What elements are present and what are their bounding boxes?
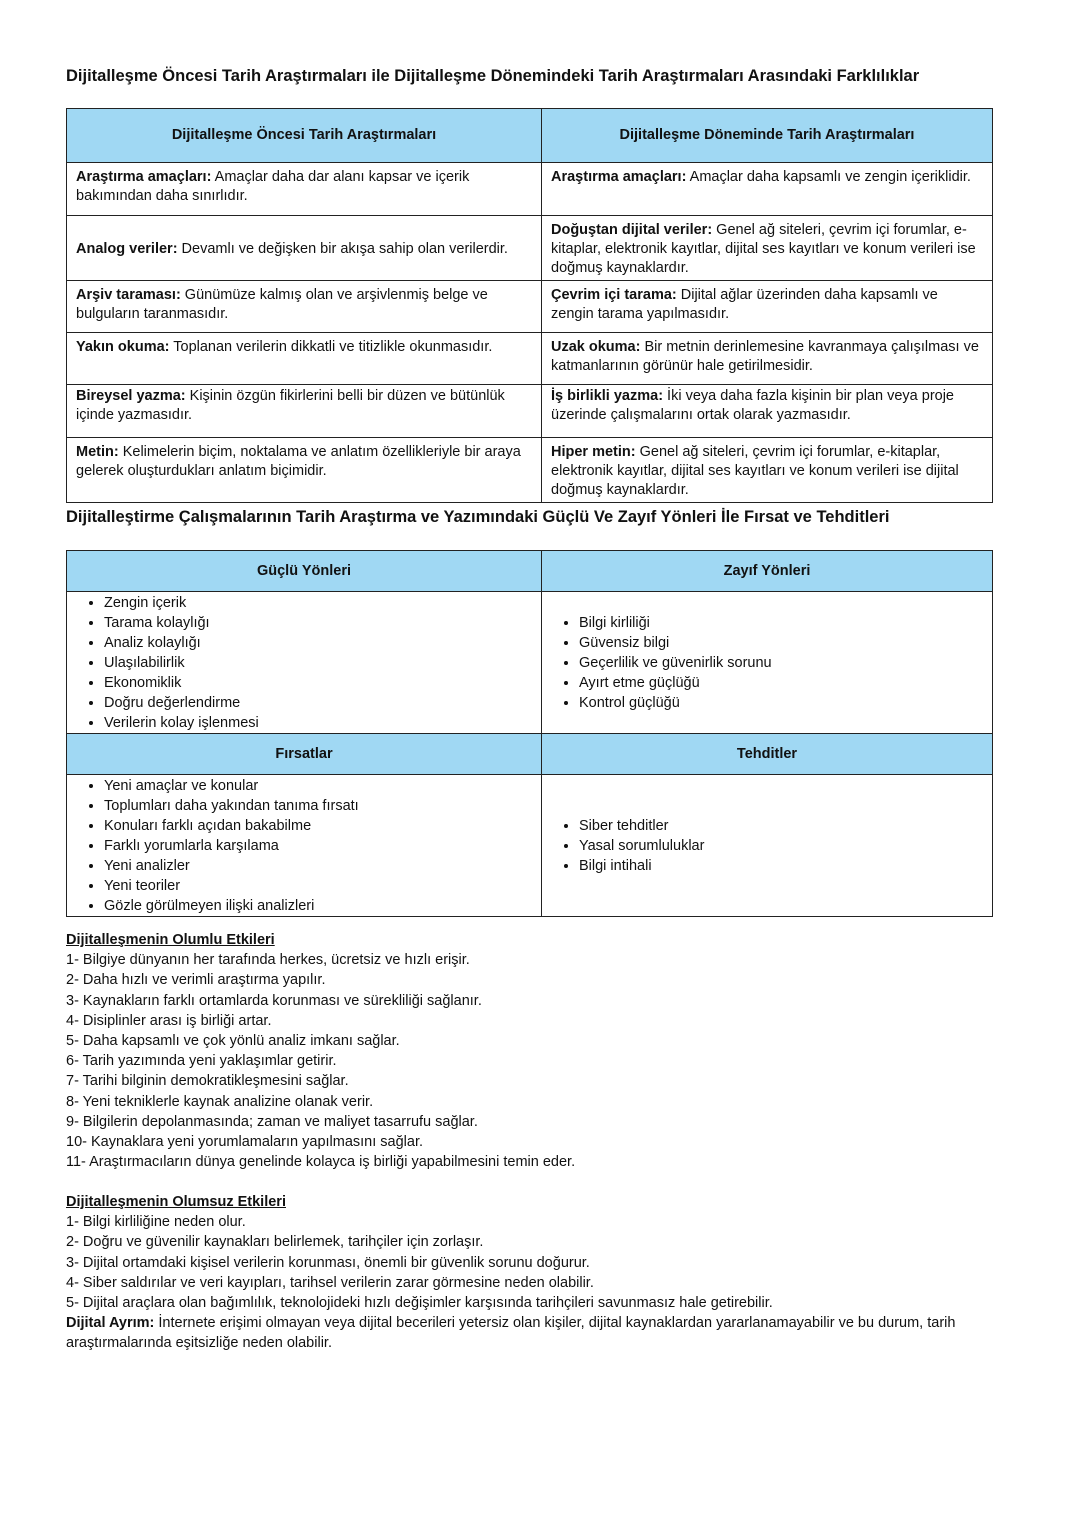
list-item: • Toplumları daha yakından tanıma fırsatı: [104, 796, 541, 816]
list-item: • Bilgi kirliliği: [579, 613, 992, 633]
swot-table: [66, 550, 993, 917]
list-item: 3- Kaynakların farklı ortamlarda korunması ve sürekliliği sağlanır.: [66, 992, 482, 1009]
header-weaknesses: Zayıf Yönleri: [542, 551, 993, 592]
list-item: • Yeni analizler: [104, 856, 541, 876]
swot-header-row-2: [67, 734, 993, 775]
definition: Toplanan verilerin dikkatli ve titizlikle okunmasıdır.: [169, 339, 493, 355]
table-row: [67, 216, 993, 281]
definition: Amaçlar daha kapsamlı ve zengin içeriklidir.: [686, 169, 971, 185]
list-item: 8- Yeni tekniklerle kaynak analizine olanak verir.: [66, 1093, 374, 1110]
threats-cell: [542, 775, 993, 917]
cell-left: [67, 163, 542, 216]
definition: Kelimelerin biçim, noktalama ve anlatım özellikleriyle bir araya gelerek oluşturdukları anlatım biçimidir.: [76, 444, 521, 479]
term: Çevrim içi tarama:: [551, 287, 677, 303]
definition: Bir metnin derinlemesine kavranmaya çalışılması ve katmanlarının görünür hale getirilmesidir.: [551, 339, 979, 374]
cell-right: [542, 333, 993, 385]
digital-divide-paragraph: [66, 1313, 1026, 1353]
list-item: • Verilerin kolay işlenmesi: [104, 713, 541, 733]
section-title-swot: Dijitalleştirme Çalışmalarının Tarih Araştırma ve Yazımındaki Güçlü Ve Zayıf Yönleri İle Fırsat ve Tehditleri: [66, 508, 890, 526]
opportunities-list: [67, 776, 541, 916]
list-item: • Yeni amaçlar ve konular: [104, 776, 541, 796]
list-item: • Doğru değerlendirme: [104, 693, 541, 713]
list-item: 6- Tarih yazımında yeni yaklaşımlar getirir.: [66, 1053, 337, 1070]
list-item: 2- Daha hızlı ve verimli araştırma yapılır.: [66, 972, 326, 989]
cell-right: [542, 281, 993, 333]
cell-right: [542, 438, 993, 503]
list-item: • Güvensiz bilgi: [579, 633, 992, 653]
header-threats: Tehditler: [542, 734, 993, 775]
table-row: [67, 333, 993, 385]
strengths-list: [67, 593, 541, 733]
header-opportunities: Fırsatlar: [67, 734, 542, 775]
swot-row-1: [67, 592, 993, 734]
header-strengths: Güçlü Yönleri: [67, 551, 542, 592]
list-item: 10- Kaynaklara yeni yorumlamaların yapılmasını sağlar.: [66, 1134, 424, 1151]
list-item: 3- Dijital ortamdaki kişisel verilerin korunması, önemli bir güvenlik sorunu doğurur.: [66, 1254, 590, 1271]
list-item: • Bilgi intihali: [579, 856, 992, 876]
list-item: 4- Disiplinler arası iş birliği artar.: [66, 1012, 272, 1029]
term: İş birlikli yazma:: [551, 388, 664, 404]
threats-list: [542, 816, 992, 876]
list-item: • Farklı yorumlarla karşılama: [104, 836, 541, 856]
term: Arşiv taraması:: [76, 287, 181, 303]
list-item: 7- Tarihi bilginin demokratikleşmesini sağlar.: [66, 1073, 349, 1090]
cell-left: [67, 281, 542, 333]
list-item: • Analiz kolaylığı: [104, 633, 541, 653]
list-item: 1- Bilgi kirliliğine neden olur.: [66, 1214, 246, 1231]
swot-row-2: [67, 775, 993, 917]
list-item: 5- Dijital araçlara olan bağımlılık, teknolojideki hızlı değişimler karşısında tarihçileri savunmasız hale getirebilir.: [66, 1295, 773, 1312]
term: Uzak okuma:: [551, 339, 641, 355]
definition: Günümüze kalmış olan ve arşivlenmiş belge ve bulguların taranmasıdır.: [76, 287, 488, 322]
digital-divide-text: İnternete erişimi olmayan veya dijital becerileri yetersiz olan kişiler, dijital kaynaklardan yararlanamayabilir ve bu durum, tarih araştırmalarında eşitsizliğe neden olabilir.: [66, 1315, 956, 1352]
cell-left: [67, 333, 542, 385]
definition: Dijital ağlar üzerinden daha kapsamlı ve zengin tarama yapılmasıdır.: [551, 287, 938, 322]
list-item: • Ayırt etme güçlüğü: [579, 673, 992, 693]
list-item: 4- Siber saldırılar ve veri kayıpları, tarihsel verilerin zarar görmesine neden olabilir.: [66, 1274, 594, 1291]
cell-right: [542, 385, 993, 438]
term: Araştırma amaçları:: [76, 169, 212, 185]
list-item: • Ekonomiklik: [104, 673, 541, 693]
positive-effects-title: Dijitalleşmenin Olumlu Etkileri: [66, 932, 275, 948]
list-item: • Gözle görülmeyen ilişki analizleri: [104, 896, 541, 916]
header-pre-digital: Dijitalleşme Öncesi Tarih Araştırmaları: [67, 109, 542, 163]
list-item: • Tarama kolaylığı: [104, 613, 541, 633]
term: Analog veriler:: [76, 241, 178, 257]
header-digital-era: Dijitalleşme Döneminde Tarih Araştırmaları: [542, 109, 993, 163]
cell-left: [67, 385, 542, 438]
list-item: • Geçerlilik ve güvenirlik sorunu: [579, 653, 992, 673]
definition: Amaçlar daha dar alanı kapsar ve içerik bakımından daha sınırlıdır.: [76, 169, 470, 204]
definition: Kişinin özgün fikirlerini belli bir düzen ve bütünlük içinde yazmasıdır.: [76, 388, 505, 423]
list-item: • Siber tehditler: [579, 816, 992, 836]
definition: Devamlı ve değişken bir akışa sahip olan verilerdir.: [177, 241, 508, 257]
definition: Genel ağ siteleri, çevrim içi forumlar, e-kitaplar, elektronik kayıtlar, dijital ses kayıtları ve konum verileri ise doğmuş kaynaklardır.: [551, 222, 976, 276]
list-item: • Yeni teoriler: [104, 876, 541, 896]
term: Yakın okuma:: [76, 339, 170, 355]
list-item: 5- Daha kapsamlı ve çok yönlü analiz imkanı sağlar.: [66, 1033, 400, 1050]
term: Bireysel yazma:: [76, 388, 186, 404]
list-item: • Konuları farklı açıdan bakabilme: [104, 816, 541, 836]
swot-header-row: [67, 551, 993, 592]
list-item: 9- Bilgilerin depolanmasında; zaman ve maliyet tasarrufu sağlar.: [66, 1113, 478, 1130]
term: Hiper metin:: [551, 444, 636, 460]
term: Metin:: [76, 444, 119, 460]
digital-divide-term: Dijital Ayrım:: [66, 1315, 155, 1332]
section-title-differences: Dijitalleşme Öncesi Tarih Araştırmaları ile Dijitalleşme Dönemindeki Tarih Araştırmaları Arasındaki Farklılıklar: [66, 67, 920, 85]
cell-left: [67, 438, 542, 503]
table-row: [67, 281, 993, 333]
list-item: • Zengin içerik: [104, 593, 541, 613]
term: Doğuştan dijital veriler:: [551, 222, 713, 238]
list-item: • Ulaşılabilirlik: [104, 653, 541, 673]
list-item: 11- Araştırmacıların dünya genelinde kolayca iş birliği yapabilmesini temin eder.: [66, 1154, 576, 1171]
list-item: • Yasal sorumluluklar: [579, 836, 992, 856]
cell-right: [542, 163, 993, 216]
weaknesses-list: [542, 613, 992, 713]
negative-effects-section: [66, 1192, 1026, 1354]
list-item: • Kontrol güçlüğü: [579, 693, 992, 713]
cell-right: [542, 216, 993, 281]
strengths-cell: [67, 592, 542, 734]
comparison-table: [66, 108, 993, 503]
positive-effects-section: [66, 930, 1026, 1172]
table-row: [67, 163, 993, 216]
table-row: [67, 385, 993, 438]
opportunities-cell: [67, 775, 542, 917]
comparison-table-header-row: [67, 109, 993, 163]
list-item: 2- Doğru ve güvenilir kaynakları belirlemek, tarihçiler için zorlaşır.: [66, 1234, 484, 1251]
definition: İki veya daha fazla kişinin bir plan veya proje üzerinde çalışmalarını ortak olarak yazmasıdır.: [551, 388, 954, 423]
table-row: [67, 438, 993, 503]
cell-left: [67, 216, 542, 281]
weaknesses-cell: [542, 592, 993, 734]
negative-effects-title: Dijitalleşmenin Olumsuz Etkileri: [66, 1194, 286, 1210]
term: Araştırma amaçları:: [551, 169, 687, 185]
definition: Genel ağ siteleri, çevrim içi forumlar, e-kitaplar, elektronik kayıtlar, dijital ses kayıtları ve konum verileri ise dijital doğmuş kaynaklardır.: [551, 444, 959, 498]
list-item: 1- Bilgiye dünyanın her tarafında herkes, ücretsiz ve hızlı erişir.: [66, 952, 470, 969]
